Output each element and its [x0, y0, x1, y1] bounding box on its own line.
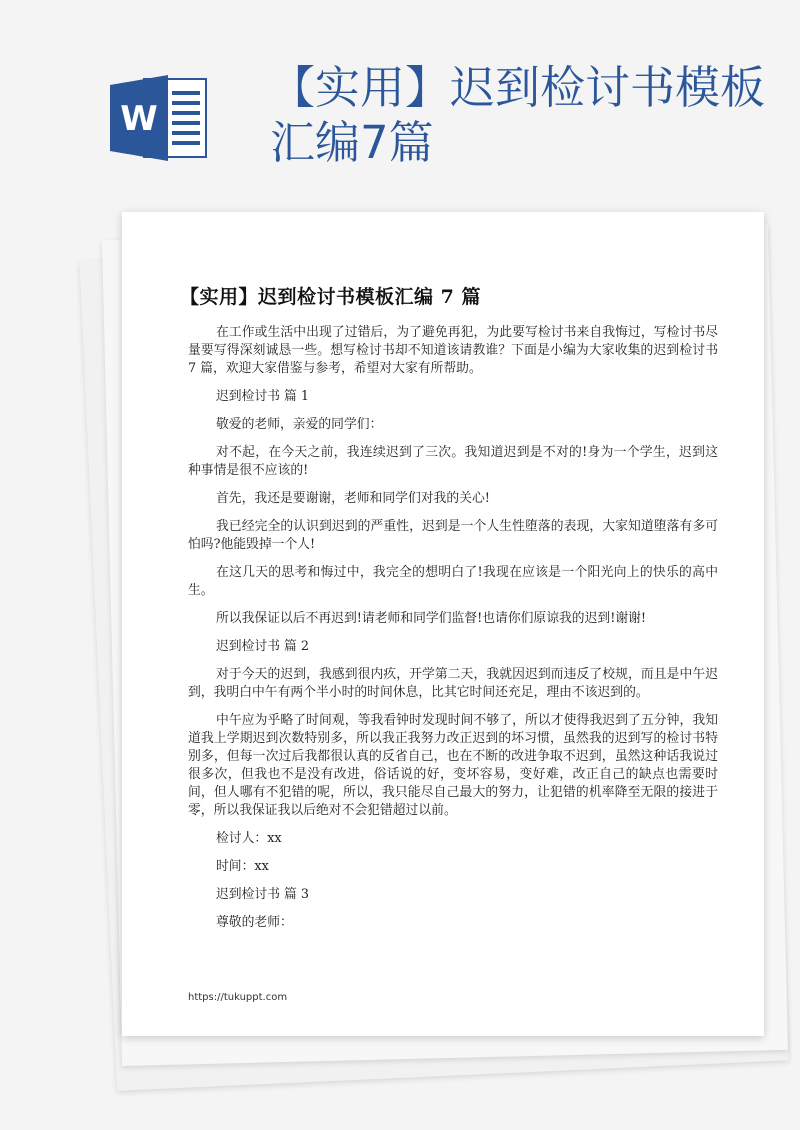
header-title: 【实用】迟到检讨书模板汇编7篇: [270, 61, 766, 169]
section-heading: 迟到检讨书 篇 2: [216, 639, 310, 654]
paragraph: 中午应为乎略了时间观，等我看钟时发现时间不够了，所以才使得我迟到了五分钟，我知道我上学期迟到次数特别多，所以我正我努力改正迟到的坏习惯，虽然我的迟到写的检讨书特别多，但每一次过后我都很认真的反省自己，也在不断的改进争取不迟到，虽然这种话我说过很多次，但我也不是没有改进，俗话说的好，变坏容易，变好难，改正自己的缺点也需要时间，但人哪有不犯错的呢，所以，我只能尽自己最大的努力，让犯错的机率降至无限的接进于零，所以我保证我以后绝对不会犯错超过以前。: [188, 713, 718, 818]
salutation: 敬爱的老师，亲爱的同学们：: [216, 417, 383, 432]
section-heading: 迟到检讨书 篇 1: [216, 389, 310, 404]
salutation: 尊敬的老师：: [216, 915, 293, 930]
document-page: [122, 212, 764, 1036]
paragraph: 我已经完全的认识到迟到的严重性，迟到是一个人生性堕落的表现，大家知道堕落有多可怕吗?他能毁掉一个人!: [188, 519, 718, 552]
paragraph: 所以我保证以后不再迟到!请老师和同学们监督!也请你们原谅我的迟到!谢谢!: [216, 611, 647, 626]
signature-line: 检讨人：xx: [216, 831, 282, 846]
footer-url: https://tukuppt.com: [188, 992, 288, 1003]
logo-letter: W: [120, 99, 158, 139]
paragraph: 对于今天的迟到，我感到很内疚，开学第二天，我就因迟到而违反了校规，而且是中午迟到，我明白中午有两个半小时的时间休息，比其它时间还充足，理由不该迟到的。: [188, 667, 718, 700]
section-heading: 迟到检讨书 篇 3: [216, 887, 310, 902]
paragraph: 对不起，在今天之前，我连续迟到了三次。我知道迟到是不对的!身为一个学生，迟到这种事情是很不应该的!: [188, 445, 718, 478]
intro-paragraph: 在工作或生活中出现了过错后，为了避免再犯，为此要写检讨书来自我悔过，写检讨书尽量要写得深刻诚恳一些。想写检讨书却不知道该请教谁？下面是小编为大家收集的迟到检讨书 7 篇，欢迎大家借鉴与参考，希望对大家有所帮助。: [188, 325, 718, 376]
paragraph: 在这几天的思考和悔过中，我完全的想明白了!我现在应该是一个阳光向上的快乐的高中生。: [188, 565, 718, 598]
date-line: 时间：xx: [216, 859, 269, 874]
document-title: 【实用】迟到检讨书模板汇编 7 篇: [180, 286, 481, 308]
word-document-icon: [110, 75, 210, 161]
document-body: [188, 324, 718, 942]
paragraph: 首先，我还是要谢谢，老师和同学们对我的关心!: [216, 491, 490, 506]
